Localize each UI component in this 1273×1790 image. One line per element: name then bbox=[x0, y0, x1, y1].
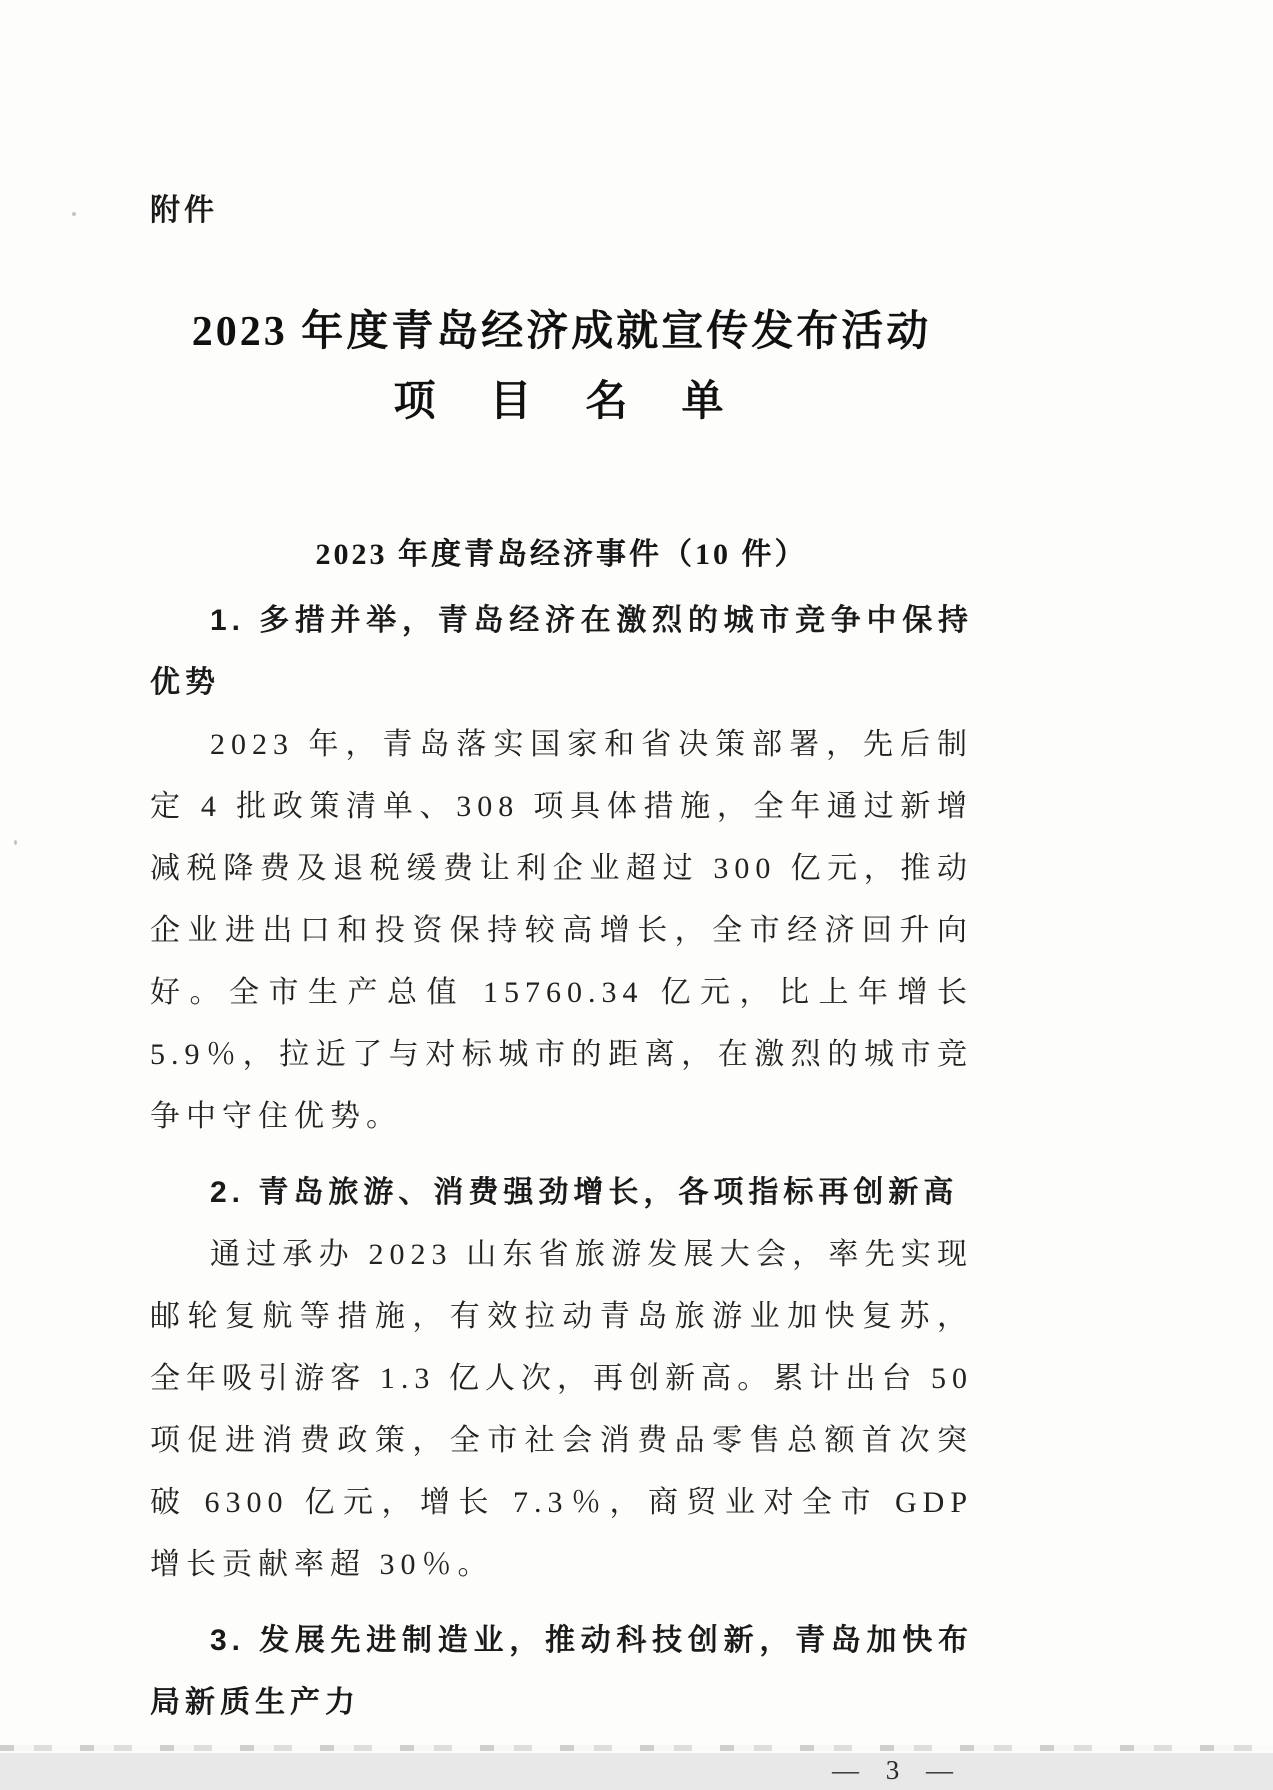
document-title-line2: 项 目 名 单 bbox=[393, 379, 730, 425]
document-title-line1: 2023 年度青岛经济成就宣传发布活动 bbox=[191, 309, 932, 355]
item-1-body: 2023 年，青岛落实国家和省决策部署，先后制定 4 批政策清单、308 项具体措施，全年通过新增减税降费及退税缓费让利企业超过 300 亿元，推动企业进出口和投资保持较高增长，全市经济回升向好。全市生产总值 15760.34 亿元，比上年增长 5.9％，拉近了与对标城市的距离，在激烈的城市竞争中守住优势。 bbox=[150, 728, 973, 1133]
section-heading: 2023 年度青岛经济事件（10 件） bbox=[315, 538, 808, 571]
item-1-heading: 1. 多措并举，青岛经济在激烈的城市竞争中保持优势 bbox=[150, 604, 973, 699]
item-2-heading: 2. 青岛旅游、消费强劲增长，各项指标再创新高 bbox=[210, 1176, 959, 1209]
scan-artifact bbox=[0, 1745, 1273, 1751]
document-title bbox=[150, 304, 973, 430]
attachment-label: 附件 bbox=[150, 194, 218, 227]
item-2-body: 通过承办 2023 山东省旅游发展大会，率先实现邮轮复航等措施，有效拉动青岛旅游业加快复苏，全年吸引游客 1.3 亿人次，再创新高。累计出台 50 项促进消费政策，全市社会消费品零售总额首次突破 6300 亿元，增长 7.3％，商贸业对全市 GDP 增长贡献率超 30％。 bbox=[150, 1238, 973, 1581]
scan-speck bbox=[14, 840, 17, 845]
page-number: — 3 — bbox=[832, 1755, 963, 1785]
item-3-heading: 3. 发展先进制造业，推动科技创新，青岛加快布局新质生产力 bbox=[150, 1624, 973, 1719]
scan-speck bbox=[72, 212, 76, 216]
